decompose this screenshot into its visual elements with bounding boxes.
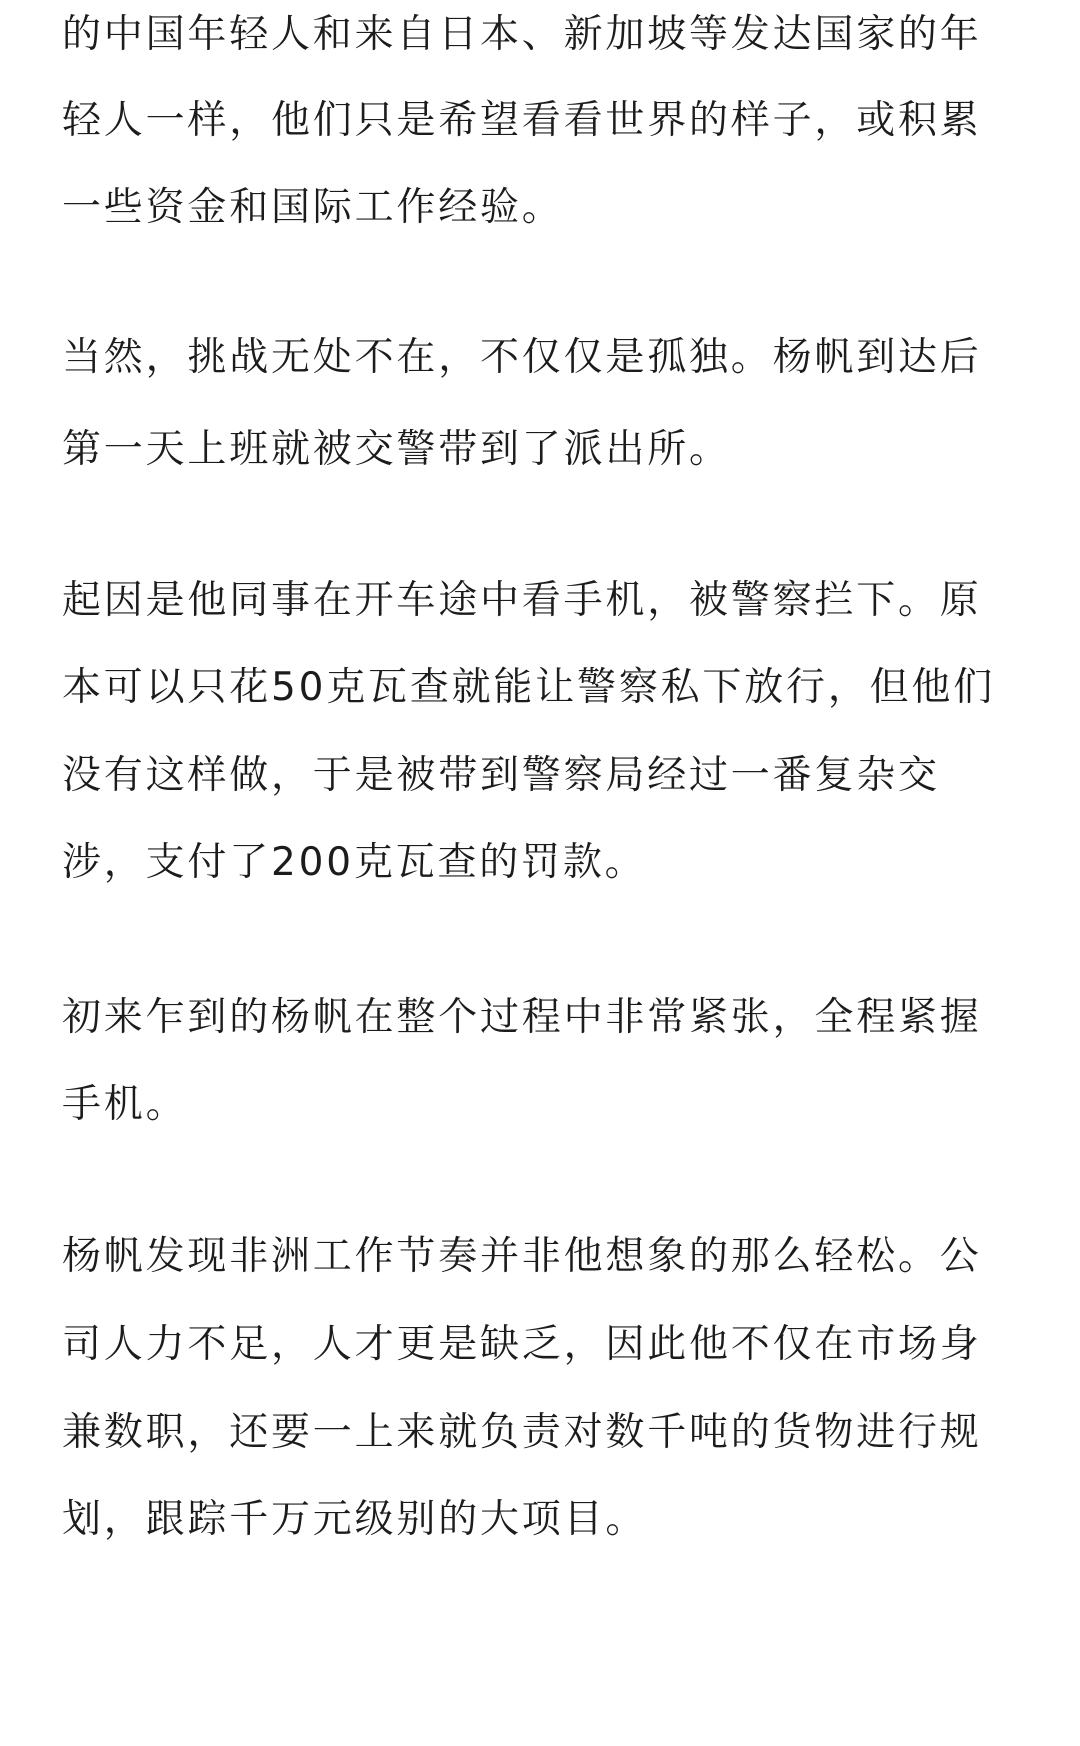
text-line: 兼数职，还要一上来就负责对数千吨的货物进行规 [62, 1410, 982, 1455]
text-line: 起因是他同事在开车途中看手机，被警察拦下。原 [62, 578, 982, 623]
text-line: 轻人一样，他们只是希望看看世界的样子，或积累 [62, 98, 982, 143]
text-line: 一些资金和国际工作经验。 [62, 185, 564, 230]
text-line: 初来乍到的杨帆在整个过程中非常紧张，全程紧握 [62, 995, 982, 1040]
text-line: 司人力不足，人才更是缺乏，因此他不仅在市场身 [62, 1322, 982, 1367]
text-line: 手机。 [62, 1082, 188, 1127]
text-line: 本可以只花50克瓦查就能让警察私下放行，但他们 [62, 665, 996, 710]
text-line: 没有这样做，于是被带到警察局经过一番复杂交 [62, 753, 940, 798]
text-line: 杨帆发现非洲工作节奏并非他想象的那么轻松。公 [62, 1234, 982, 1279]
text-line: 涉，支付了200克瓦查的罚款。 [62, 840, 647, 885]
text-line: 第一天上班就被交警带到了派出所。 [62, 427, 731, 472]
text-line: 的中国年轻人和来自日本、新加坡等发达国家的年 [62, 12, 982, 57]
text-line: 划，跟踪千万元级别的大项目。 [62, 1497, 648, 1542]
text-line: 当然，挑战无处不在，不仅仅是孤独。杨帆到达后 [62, 335, 982, 380]
